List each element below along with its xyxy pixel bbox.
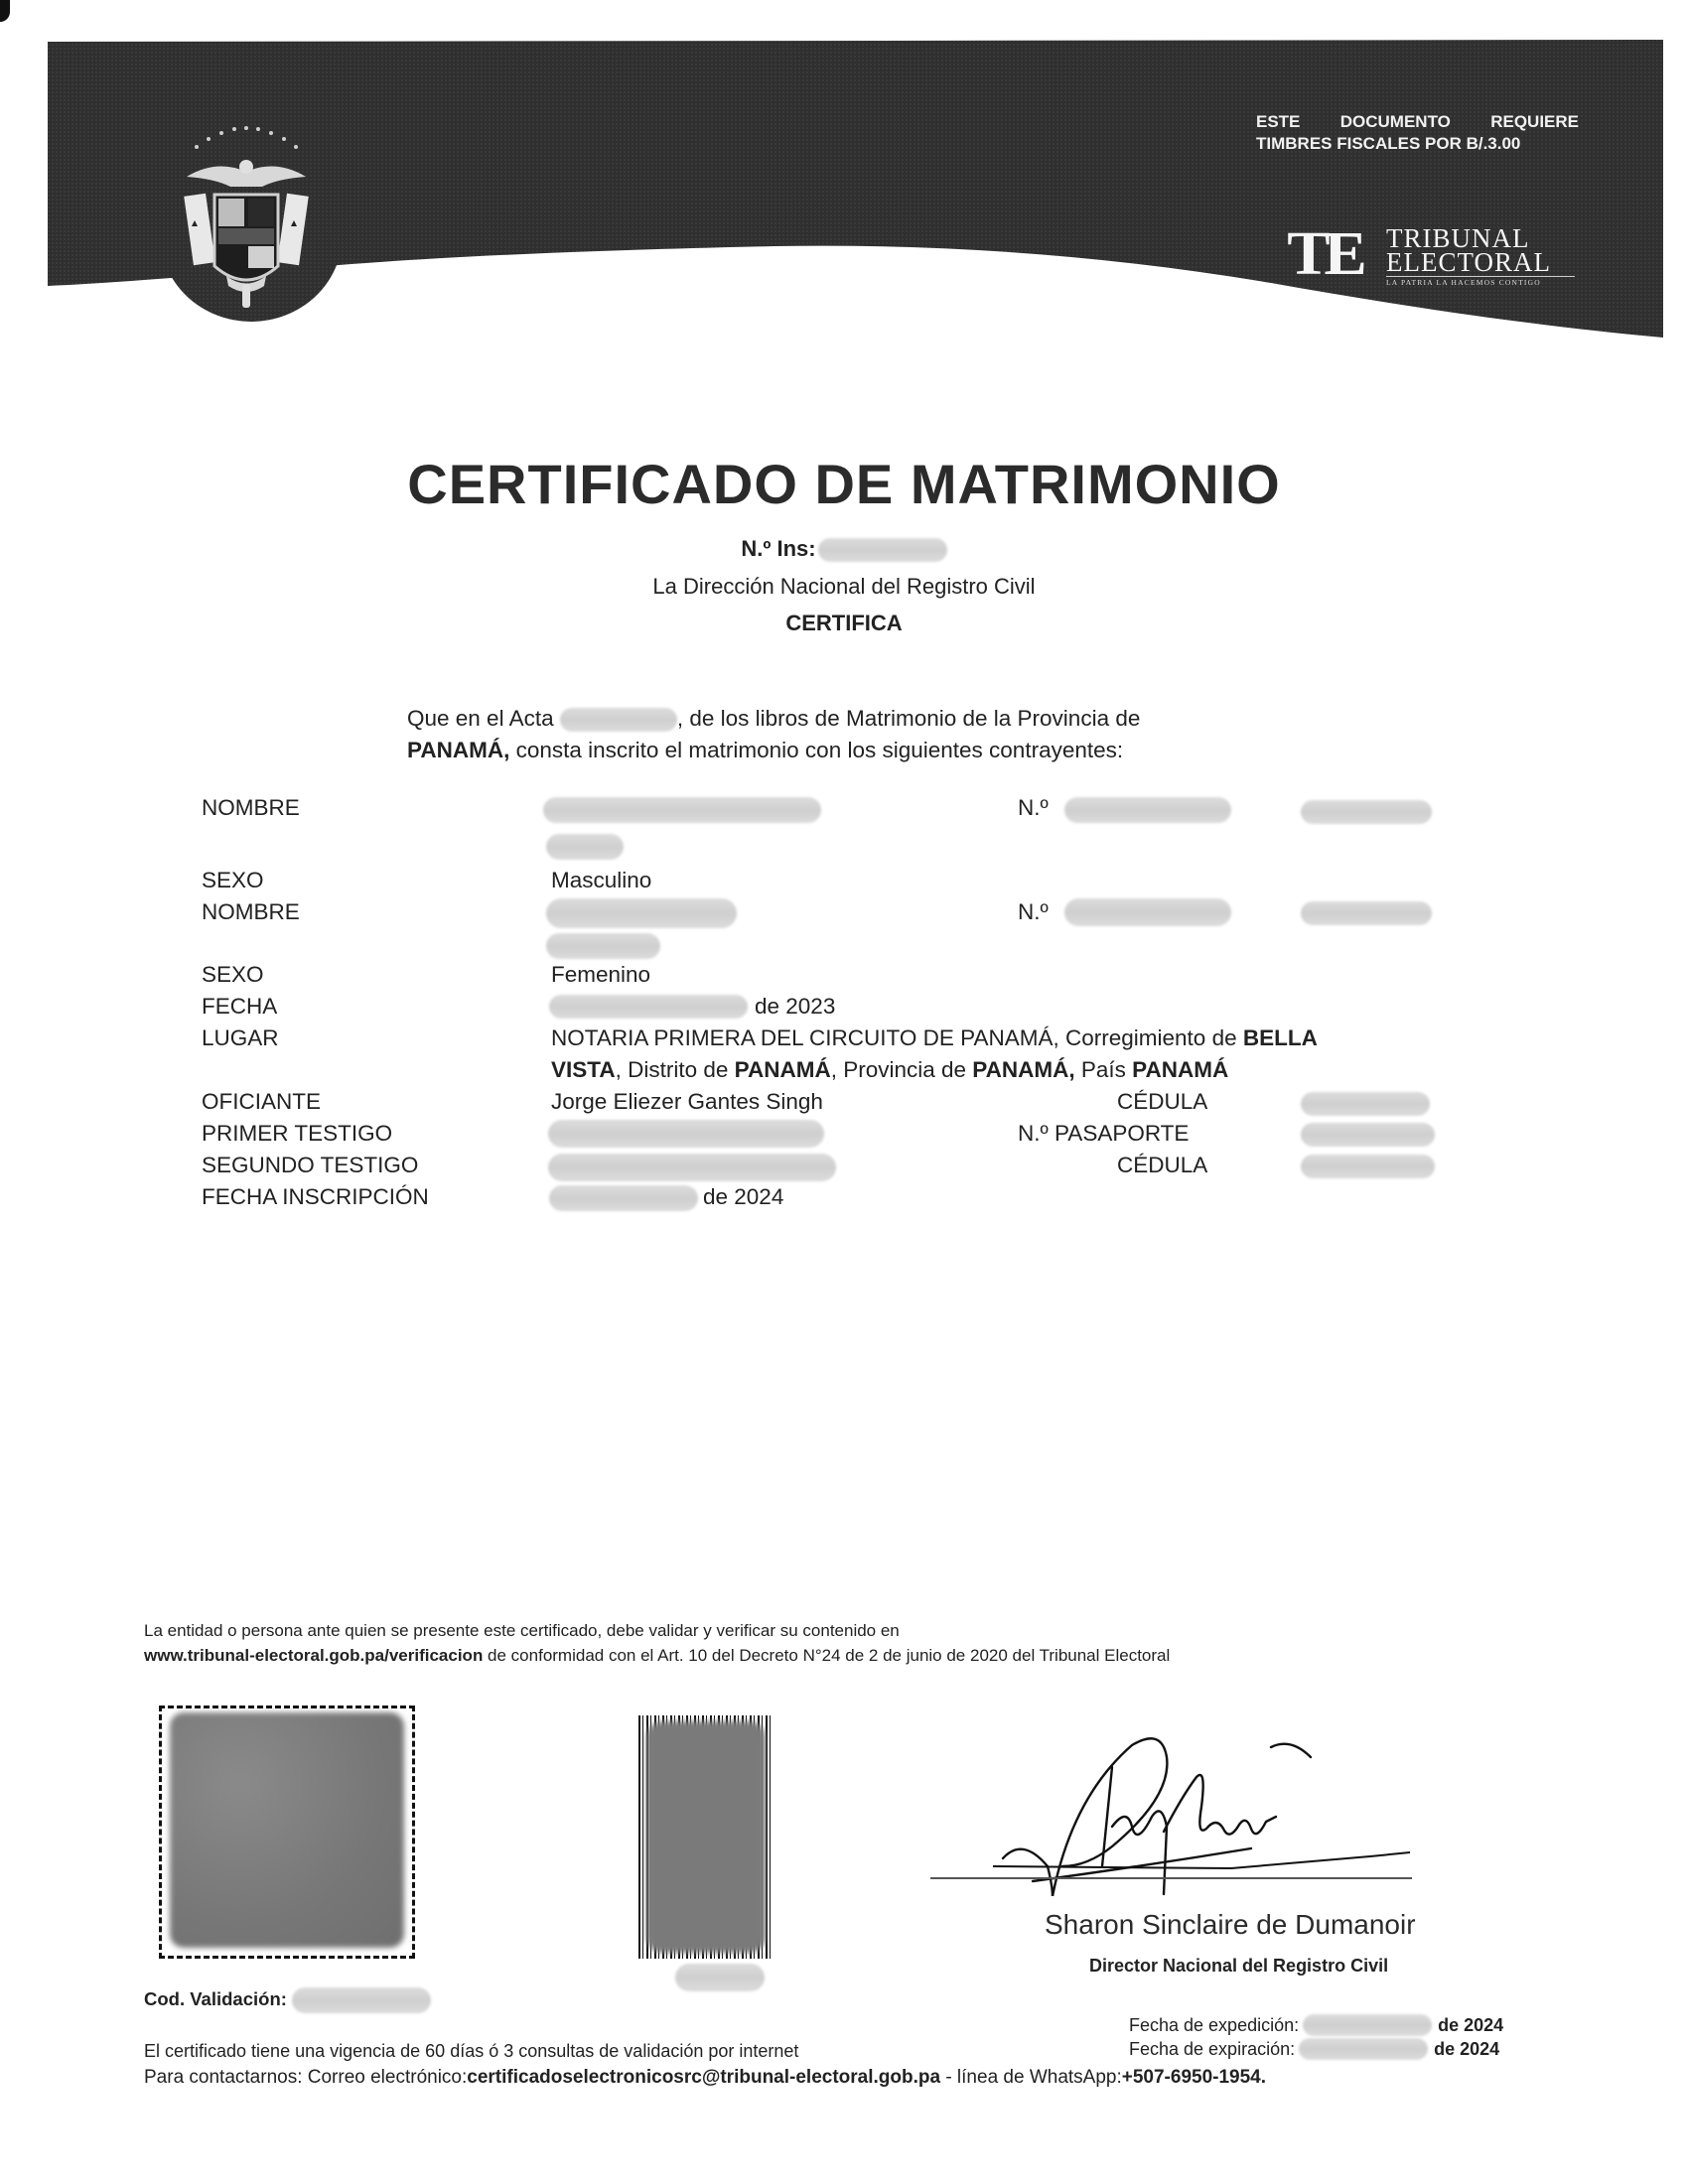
field-label-cedula-oficiante: CÉDULA xyxy=(1117,1089,1208,1114)
fiscal-stamp-notice xyxy=(1256,111,1579,155)
redacted-barcode-number xyxy=(675,1964,765,1991)
redacted-acta-number xyxy=(560,708,677,732)
field-label-lugar: LUGAR xyxy=(202,1025,279,1050)
redacted-fecha-inscripcion xyxy=(549,1185,698,1211)
certifies-heading: CERTIFICA xyxy=(785,611,903,635)
redacted-cedula-oficiante xyxy=(1301,1092,1430,1116)
redacted-primer-testigo xyxy=(548,1120,824,1148)
field-label-primer-testigo: PRIMER TESTIGO xyxy=(202,1121,393,1146)
signer-role: Director Nacional del Registro Civil xyxy=(1089,1956,1389,1976)
signer-name: Sharon Sinclaire de Dumanoir xyxy=(1045,1909,1416,1940)
field-label-number-1: N.º xyxy=(1018,795,1049,820)
field-value-fecha-inscripcion-suffix: de 2024 xyxy=(703,1184,784,1209)
field-label-sexo-2: SEXO xyxy=(202,962,264,987)
field-value-fecha-suffix: de 2023 xyxy=(755,994,836,1019)
intro-paragraph xyxy=(407,703,1301,766)
te-logo-mark: TE xyxy=(1287,220,1361,288)
validity-notice: El certificado tiene una vigencia de 60 días ó 3 consultas de validación por internet xyxy=(144,2041,799,2061)
intro-province: PANAMÁ, xyxy=(407,738,510,762)
field-value-sexo-2: Femenino xyxy=(551,962,651,987)
field-label-nombre-1: NOMBRE xyxy=(202,795,300,820)
lugar-bold: PANAMÁ, xyxy=(972,1057,1075,1082)
intro-text: consta inscrito el matrimonio con los siguientes contrayentes: xyxy=(509,738,1124,762)
fiscal-note-amount: TIMBRES FISCALES POR B/.3.00 xyxy=(1256,134,1521,153)
field-label-segundo-testigo: SEGUNDO TESTIGO xyxy=(202,1153,419,1177)
intro-text: Que en el Acta xyxy=(407,706,554,731)
redacted-fecha xyxy=(549,995,748,1019)
issuer-line: La Dirección Nacional del Registro Civil xyxy=(652,574,1036,599)
page-title: CERTIFICADO DE MATRIMONIO xyxy=(407,453,1281,515)
lugar-text: , Provincia de xyxy=(830,1057,973,1082)
field-label-nombre-2: NOMBRE xyxy=(202,899,300,924)
redacted-id-2b xyxy=(1301,901,1432,925)
field-label-fecha-inscripcion: FECHA INSCRIPCIÓN xyxy=(202,1184,429,1209)
expiration-date xyxy=(1129,2037,1503,2061)
te-logo-name-line1: TRIBUNAL xyxy=(1386,223,1530,253)
header-banner xyxy=(0,0,1688,357)
fiscal-note-word: ESTE xyxy=(1256,112,1301,131)
redacted-id-1b xyxy=(1301,800,1432,824)
expedition-date-year: de 2024 xyxy=(1438,2015,1504,2035)
qr-code xyxy=(159,1706,415,1959)
redacted-value xyxy=(818,538,947,562)
field-label-pasaporte: N.º PASAPORTE xyxy=(1018,1121,1190,1146)
expedition-date-label: Fecha de expedición: xyxy=(1129,2015,1300,2035)
lugar-text: País xyxy=(1074,1057,1133,1082)
redacted-name-2-cont xyxy=(546,933,660,959)
lugar-text: , Distrito de xyxy=(615,1057,735,1082)
verification-text: de conformidad con el Art. 10 del Decreto N°24 de 2 de junio de 2020 del Tribunal Electoral xyxy=(483,1646,1171,1665)
field-value-sexo-1: Masculino xyxy=(551,868,652,892)
validation-code-label: Cod. Validación: xyxy=(144,1987,287,2009)
redacted-segundo-testigo xyxy=(548,1154,836,1181)
redacted-name-2 xyxy=(546,898,737,928)
contact-line xyxy=(144,2067,1266,2089)
redacted-pasaporte xyxy=(1301,1123,1435,1147)
redacted-id-2 xyxy=(1064,898,1231,926)
expiration-date-label: Fecha de expiración: xyxy=(1129,2039,1296,2059)
redacted-name-1-cont xyxy=(546,834,624,860)
lugar-bold: PANAMÁ xyxy=(1132,1057,1229,1082)
signature-line xyxy=(930,1877,1412,1879)
fiscal-note-word: DOCUMENTO xyxy=(1339,112,1451,131)
verification-notice xyxy=(144,1618,1170,1668)
te-logo-name-line2: ELECTORAL xyxy=(1386,247,1551,277)
inscription-label: N.º Ins: xyxy=(741,536,816,561)
validation-code xyxy=(144,1987,431,2013)
te-logo-slogan: LA PATRIA LA HACEMOS CONTIGO xyxy=(1386,278,1541,287)
barcode xyxy=(638,1715,774,1959)
lugar-bold: BELLA xyxy=(1242,1025,1318,1050)
lugar-bold: PANAMÁ xyxy=(734,1057,831,1082)
inscription-number xyxy=(0,536,1688,562)
lugar-bold: VISTA xyxy=(551,1057,616,1082)
field-value-lugar-line1 xyxy=(551,1024,1318,1052)
field-label-number-2: N.º xyxy=(1018,899,1049,924)
contact-whatsapp-number[interactable]: +507-6950-1954. xyxy=(1121,2067,1267,2088)
contact-text: Para contactarnos: Correo electrónico: xyxy=(144,2067,468,2088)
redacted-cedula-testigo xyxy=(1301,1155,1435,1178)
verification-text: La entidad o persona ante quien se presente este certificado, debe validar y verificar su contenido en xyxy=(144,1621,900,1640)
redacted-id-1 xyxy=(1064,797,1231,823)
signature-image xyxy=(993,1717,1410,1896)
field-label-oficiante: OFICIANTE xyxy=(202,1089,322,1114)
redacted-validation-code xyxy=(292,1987,431,2013)
redacted-name-1 xyxy=(543,797,821,823)
verification-link[interactable]: www.tribunal-electoral.gob.pa/verificacion xyxy=(144,1646,484,1665)
redacted-qr xyxy=(170,1712,404,1948)
field-label-fecha: FECHA xyxy=(202,994,278,1019)
panama-coat-of-arms-icon xyxy=(167,117,336,316)
field-value-oficiante: Jorge Eliezer Gantes Singh xyxy=(551,1089,823,1114)
fiscal-note-word: REQUIERE xyxy=(1490,112,1579,131)
expiration-date-year: de 2024 xyxy=(1434,2039,1500,2059)
redacted-barcode xyxy=(646,1721,766,1953)
issue-dates xyxy=(1129,2013,1503,2061)
field-label-cedula-testigo: CÉDULA xyxy=(1117,1153,1208,1177)
field-label-sexo-1: SEXO xyxy=(202,868,264,892)
te-logo-rule xyxy=(1386,276,1575,277)
te-logo-name xyxy=(1386,223,1551,277)
redacted-expedition-date xyxy=(1303,2014,1432,2036)
lugar-text: NOTARIA PRIMERA DEL CIRCUITO DE PANAMÁ, Corregimiento de xyxy=(551,1025,1243,1050)
intro-text: , de los libros de Matrimonio de la Provincia de xyxy=(676,706,1141,731)
contact-text: - línea de WhatsApp: xyxy=(940,2067,1122,2088)
contact-email-link[interactable]: certificadoselectronicosrc@tribunal-electoral.gob.pa xyxy=(467,2067,941,2088)
expedition-date xyxy=(1129,2013,1503,2037)
redacted-expiration-date xyxy=(1299,2038,1428,2060)
field-value-lugar-line2 xyxy=(551,1056,1228,1084)
